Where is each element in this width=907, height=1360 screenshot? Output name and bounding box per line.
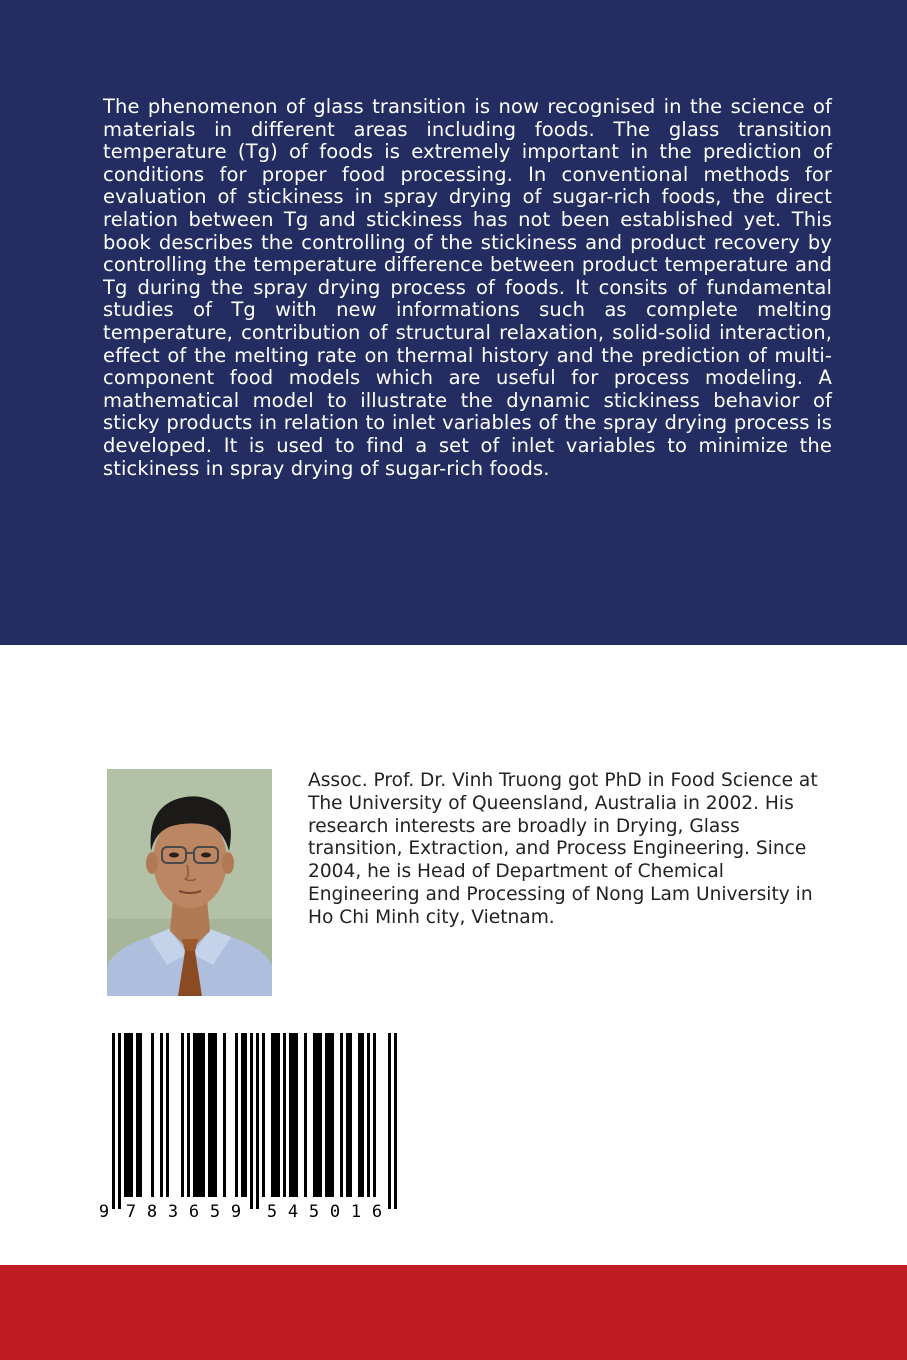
barcode-digit: 3 bbox=[167, 1202, 179, 1222]
barcode-bar bbox=[136, 1033, 139, 1197]
isbn-barcode bbox=[100, 1029, 418, 1221]
barcode-bar bbox=[394, 1033, 397, 1209]
barcode-bar bbox=[208, 1033, 211, 1197]
barcode-bar bbox=[199, 1033, 202, 1197]
barcode-bar bbox=[328, 1033, 331, 1197]
barcode-bar bbox=[340, 1033, 343, 1197]
barcode-bar bbox=[274, 1033, 277, 1197]
barcode-digit: 8 bbox=[146, 1202, 158, 1222]
barcode-bar bbox=[160, 1033, 163, 1197]
barcode-bar bbox=[166, 1033, 169, 1197]
barcode-bar bbox=[118, 1033, 121, 1209]
barcode-bar bbox=[361, 1033, 364, 1197]
author-bio: Assoc. Prof. Dr. Vinh Truong got PhD in Food Science at The University of Queensland, Australia in 2002. His research interests are broadly in Drying, Glass transition, Extraction, and Process Engineering. Since 2004, he is Head of Department of Chemical Engineering and Processing of Nong Lam University in Ho Chi Minh city, Vietnam. bbox=[308, 770, 818, 928]
barcode-bar bbox=[304, 1033, 307, 1197]
isbn-barcode-icon bbox=[100, 1029, 418, 1221]
bottom-color-band bbox=[0, 1265, 907, 1360]
barcode-bar bbox=[313, 1033, 316, 1197]
barcode-bar bbox=[325, 1033, 328, 1197]
barcode-bar bbox=[112, 1033, 115, 1209]
barcode-bar bbox=[277, 1033, 280, 1197]
barcode-bar bbox=[346, 1033, 349, 1197]
barcode-bar bbox=[289, 1033, 292, 1197]
barcode-bar bbox=[193, 1033, 196, 1197]
barcode-bar bbox=[130, 1033, 133, 1197]
barcode-bar bbox=[181, 1033, 184, 1197]
barcode-digit: 9 bbox=[98, 1202, 110, 1222]
barcode-bar bbox=[262, 1033, 265, 1197]
barcode-bar bbox=[295, 1033, 298, 1197]
barcode-bar bbox=[250, 1033, 253, 1209]
barcode-bar bbox=[139, 1033, 142, 1197]
barcode-bar bbox=[187, 1033, 190, 1197]
barcode-digit: 5 bbox=[308, 1202, 320, 1222]
barcode-bar bbox=[235, 1033, 238, 1197]
barcode-bar bbox=[388, 1033, 391, 1209]
barcode-bar bbox=[241, 1033, 244, 1197]
barcode-bar bbox=[151, 1033, 154, 1197]
barcode-bar bbox=[124, 1033, 127, 1197]
barcode-bar bbox=[367, 1033, 370, 1197]
barcode-digit: 0 bbox=[329, 1202, 341, 1222]
barcode-bar bbox=[358, 1033, 361, 1197]
barcode-bar bbox=[331, 1033, 334, 1197]
barcode-digit: 5 bbox=[266, 1202, 278, 1222]
barcode-digit: 5 bbox=[209, 1202, 221, 1222]
barcode-bar bbox=[256, 1033, 259, 1209]
barcode-bar bbox=[202, 1033, 205, 1197]
barcode-bar bbox=[214, 1033, 217, 1197]
barcode-digit: 9 bbox=[230, 1202, 242, 1222]
barcode-bar bbox=[127, 1033, 130, 1197]
barcode-bar bbox=[211, 1033, 214, 1197]
barcode-digit: 4 bbox=[287, 1202, 299, 1222]
barcode-bar bbox=[223, 1033, 226, 1197]
barcode-digit: 1 bbox=[350, 1202, 362, 1222]
barcode-digit: 7 bbox=[125, 1202, 137, 1222]
barcode-bar bbox=[244, 1033, 247, 1197]
barcode-bar bbox=[316, 1033, 319, 1197]
barcode-bar bbox=[319, 1033, 322, 1197]
author-photo bbox=[107, 769, 272, 996]
barcode-bar bbox=[373, 1033, 376, 1197]
barcode-bar bbox=[292, 1033, 295, 1197]
barcode-digit: 6 bbox=[188, 1202, 200, 1222]
barcode-bar bbox=[271, 1033, 274, 1197]
barcode-bar bbox=[349, 1033, 352, 1197]
barcode-digit: 6 bbox=[371, 1202, 383, 1222]
author-portrait-icon bbox=[107, 769, 272, 996]
barcode-bar bbox=[196, 1033, 199, 1197]
barcode-bar bbox=[283, 1033, 286, 1197]
book-blurb: The phenomenon of glass transition is now recognised in the science of materials in different areas including foods. The glass transition temperature (Tg) of foods is extremely important in the prediction of conditions for proper food processing. In conventional methods for evaluation of stickiness in spray drying of sugar-rich foods, the direct relation between Tg and stickiness has not been established yet. This book describes the controlling of the stickiness and product recovery by controlling the temperature difference between product temperature and Tg during the spray drying process of foods. It consits of fundamental studies of Tg with new informations such as complete melting temperature, contribution of structural relaxation, solid-solid interaction, effect of the melting rate on thermal history and the prediction of multi-component food models which are useful for process modeling. A mathematical model to illustrate the dynamic stickiness behavior of sticky products in relation to inlet variables of the spray drying process is developed. It is used to find a set of inlet variables to minimize the stickiness in spray drying of sugar-rich foods. bbox=[103, 95, 832, 480]
blurb-panel bbox=[0, 0, 907, 645]
